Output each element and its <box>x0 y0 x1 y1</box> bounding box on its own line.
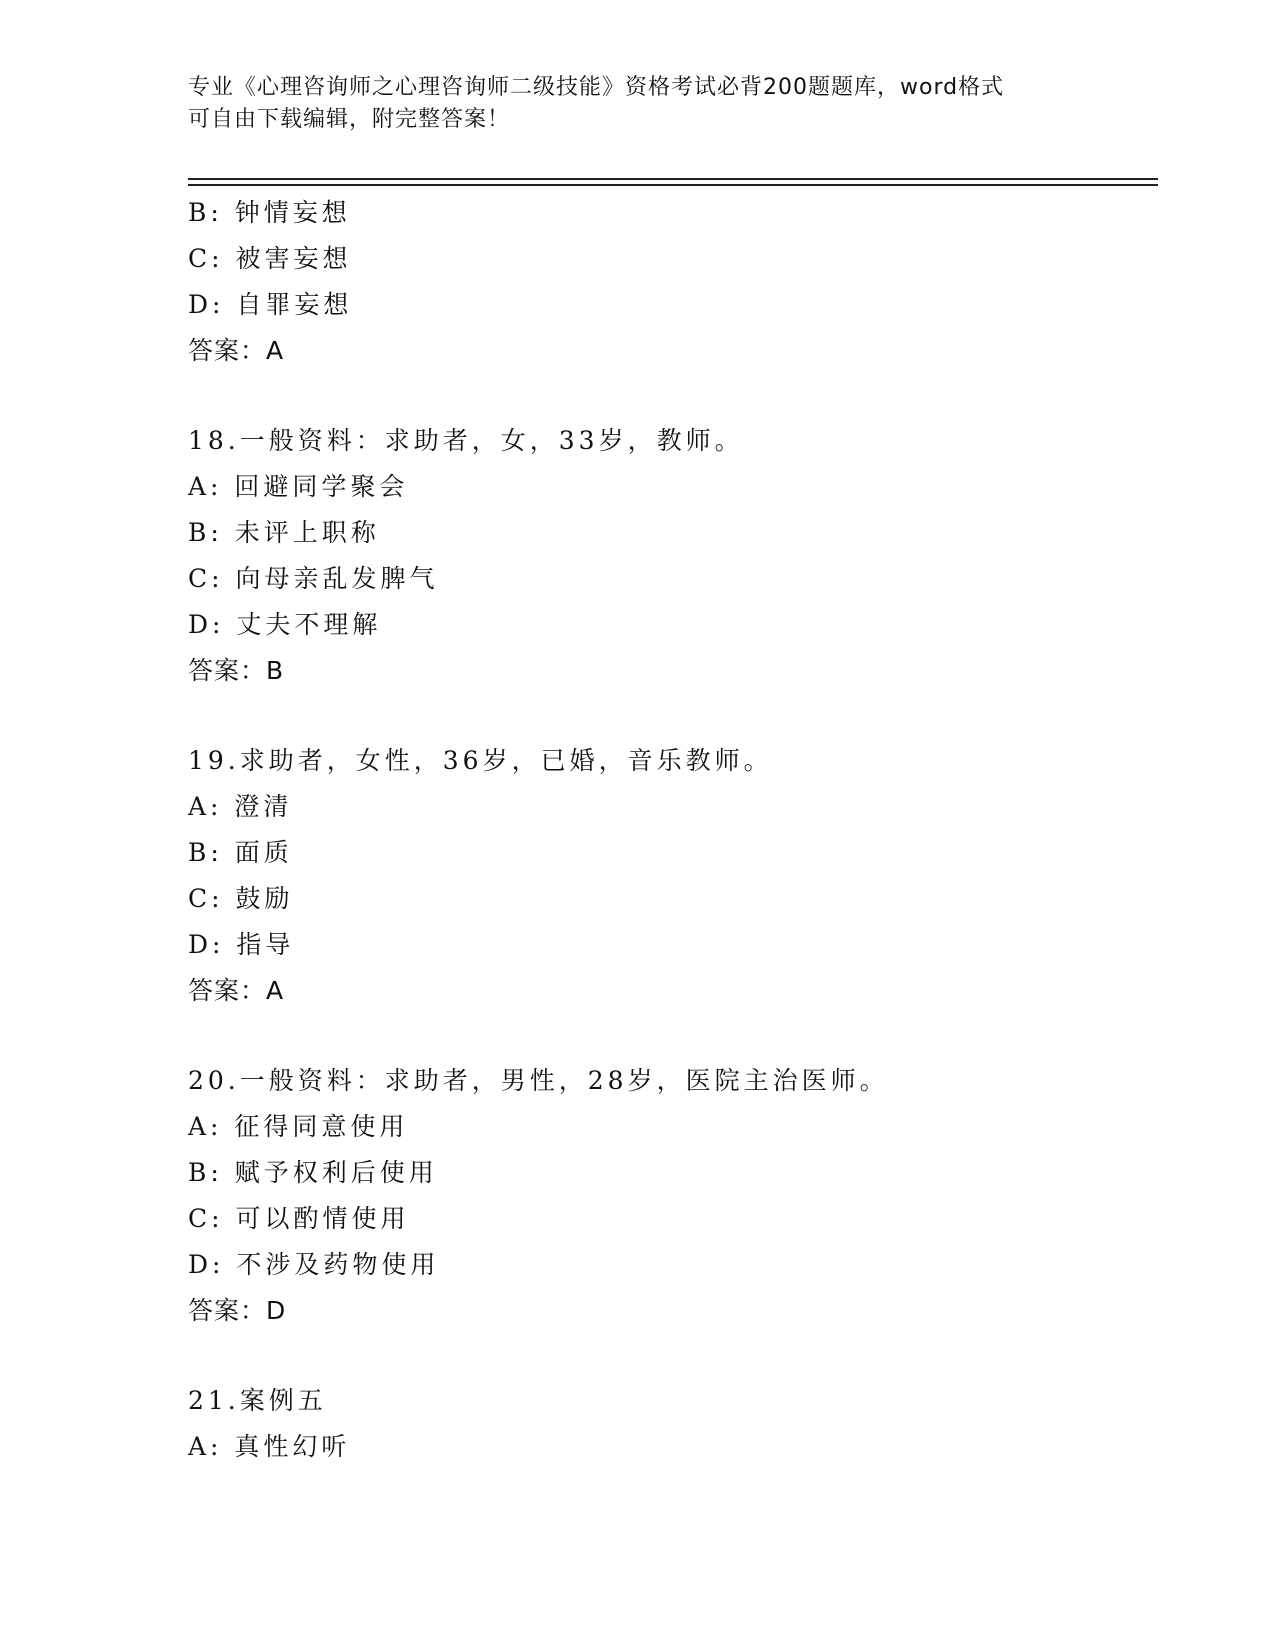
option-a: A: 澄清 <box>188 792 293 821</box>
document-body <box>188 190 1158 1470</box>
header-line-2: 可自由下载编辑，附完整答案！ <box>188 107 511 132</box>
question-20 <box>188 1058 1158 1334</box>
option-b: B: 钟情妄想 <box>188 198 351 227</box>
question-18 <box>188 418 1158 694</box>
option-b: B: 面质 <box>188 838 293 867</box>
option-c: C: 鼓励 <box>188 884 294 913</box>
option-b: B: 赋予权利后使用 <box>188 1158 438 1187</box>
question-stem: 19.求助者，女性，36岁，已婚，音乐教师。 <box>188 746 773 775</box>
question-21 <box>188 1378 1158 1470</box>
question-19 <box>188 738 1158 1014</box>
option-a: A: 真性幻听 <box>188 1432 351 1461</box>
question-stem: 21.案例五 <box>188 1386 327 1415</box>
header-rule-top <box>188 178 1158 180</box>
answer: 答案：B <box>188 656 285 685</box>
option-d: D: 不涉及药物使用 <box>188 1250 440 1279</box>
document-header <box>188 72 1088 136</box>
answer: 答案：D <box>188 1296 287 1325</box>
option-c: C: 可以酌情使用 <box>188 1204 410 1233</box>
option-d: D: 自罪妄想 <box>188 290 353 319</box>
header-line-1: 专业《心理咨询师之心理咨询师二级技能》资格考试必背200题题库，word格式 <box>188 75 1005 100</box>
header-rule-bottom <box>188 184 1158 186</box>
option-d: D: 丈夫不理解 <box>188 610 382 639</box>
option-b: B: 未评上职称 <box>188 518 380 547</box>
option-a: A: 回避同学聚会 <box>188 472 409 501</box>
option-c: C: 被害妄想 <box>188 244 352 273</box>
question-stem: 18.一般资料：求助者，女，33岁，教师。 <box>188 426 744 455</box>
option-a: A: 征得同意使用 <box>188 1112 409 1141</box>
option-d: D: 指导 <box>188 930 295 959</box>
option-c: C: 向母亲乱发脾气 <box>188 564 439 593</box>
question-17-continued <box>188 190 1158 374</box>
question-stem: 20.一般资料：求助者，男性，28岁，医院主治医师。 <box>188 1066 889 1095</box>
answer: 答案：A <box>188 336 285 365</box>
answer: 答案：A <box>188 976 285 1005</box>
